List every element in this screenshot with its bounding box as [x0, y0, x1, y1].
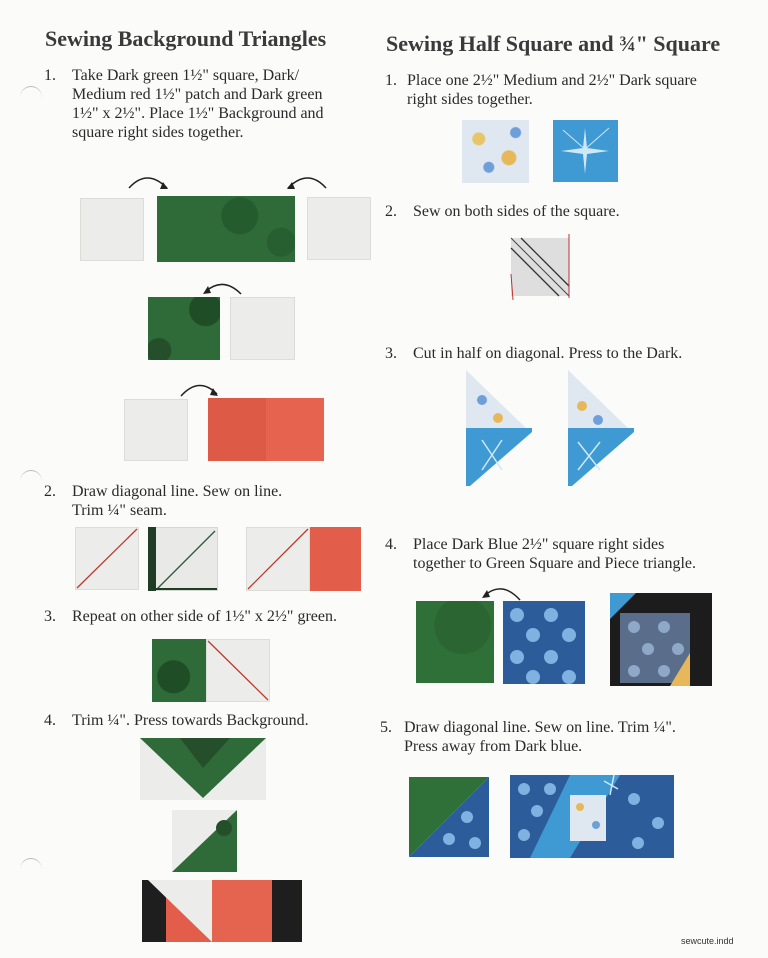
right-step-5	[380, 718, 750, 758]
diagonal-line	[75, 527, 139, 590]
diagonal-line	[155, 527, 218, 591]
left-step-3	[44, 607, 384, 627]
punch-hole-mark	[20, 86, 42, 109]
diagonal-line	[206, 639, 270, 702]
pieced-strip-unit	[142, 880, 302, 942]
step-number: 2.	[385, 203, 397, 220]
punch-hole-mark	[20, 470, 42, 493]
right-step-3	[385, 344, 745, 364]
half-square-green-blue	[409, 777, 489, 857]
step-text-line: Cut in half on diagonal. Press to the Dark.	[413, 345, 683, 362]
step-number: 3.	[44, 608, 56, 625]
step-text-line: Place Dark Blue 2½" square right sides	[413, 536, 665, 553]
right-step-2	[385, 202, 745, 222]
step-number: 3.	[385, 345, 397, 362]
step-number: 1.	[44, 67, 56, 84]
right-step-4	[385, 535, 755, 575]
punch-hole-mark	[20, 858, 42, 881]
step-text-line: Press away from Dark blue.	[404, 738, 583, 755]
step-text-line: Take Dark green 1½" square, Dark/	[72, 67, 300, 84]
left-step-4	[44, 711, 374, 731]
background-square	[124, 399, 188, 461]
step-text-line: 1½" x 2½". Place 1½" Background and	[72, 105, 324, 122]
background-square	[80, 198, 144, 261]
arrow-icon	[282, 170, 332, 195]
red-rectangle	[208, 398, 324, 461]
right-step-1	[385, 71, 745, 111]
step-text-line: Trim ¼". Press towards Background.	[72, 712, 309, 729]
left-step-2	[44, 482, 374, 522]
step-text-line: square right sides together.	[72, 124, 244, 141]
green-rectangle	[157, 196, 295, 262]
pressed-triangle-unit	[564, 370, 636, 486]
left-section-title: Sewing Background Triangles	[45, 26, 327, 51]
step-text-line: right sides together.	[407, 91, 533, 108]
background-square	[230, 297, 295, 360]
step-number: 1.	[385, 72, 397, 89]
star-burst-icon	[553, 120, 618, 182]
right-section-title: Sewing Half Square and ¾" Square	[386, 31, 721, 56]
step-text-line: Draw diagonal line. Sew on line. Trim ¼".	[404, 719, 676, 736]
step-number: 4.	[44, 712, 56, 729]
pieced-block-unit	[510, 775, 674, 858]
step-text-line: Repeat on other side of 1½" x 2½" green.	[72, 608, 337, 625]
arrow-icon	[125, 170, 175, 195]
pressed-triangle-unit	[462, 370, 534, 486]
step-text-line: Draw diagonal line. Sew on line.	[72, 483, 283, 500]
red-square	[310, 527, 361, 591]
step-number: 2.	[44, 483, 56, 500]
step-number: 5.	[380, 719, 392, 736]
background-square	[307, 197, 371, 260]
green-rectangle	[152, 639, 206, 702]
left-step-1	[44, 66, 374, 146]
step-text-line: Trim ¼" seam.	[72, 502, 167, 519]
step-text-line: Place one 2½" Medium and 2½" Dark square	[407, 72, 697, 89]
diagonal-line	[246, 527, 310, 591]
step-number: 4.	[385, 536, 397, 553]
green-square	[148, 297, 220, 360]
pieced-corner-unit	[610, 593, 712, 686]
green-square	[416, 601, 494, 683]
sewn-square-unit	[507, 234, 573, 300]
step-text-line: Medium red 1½" patch and Dark green	[72, 86, 323, 103]
step-text-line: together to Green Square and Piece triangle.	[413, 555, 696, 572]
footer-filename: sewcute.indd	[681, 936, 734, 946]
half-square-unit	[172, 810, 237, 872]
step-text-line: Sew on both sides of the square.	[413, 203, 620, 220]
arrow-icon	[175, 378, 225, 402]
dark-blue-dot-square	[503, 601, 585, 684]
arrow-icon	[197, 278, 247, 300]
floral-medium-square	[462, 120, 529, 183]
flying-geese-unit	[140, 738, 266, 800]
